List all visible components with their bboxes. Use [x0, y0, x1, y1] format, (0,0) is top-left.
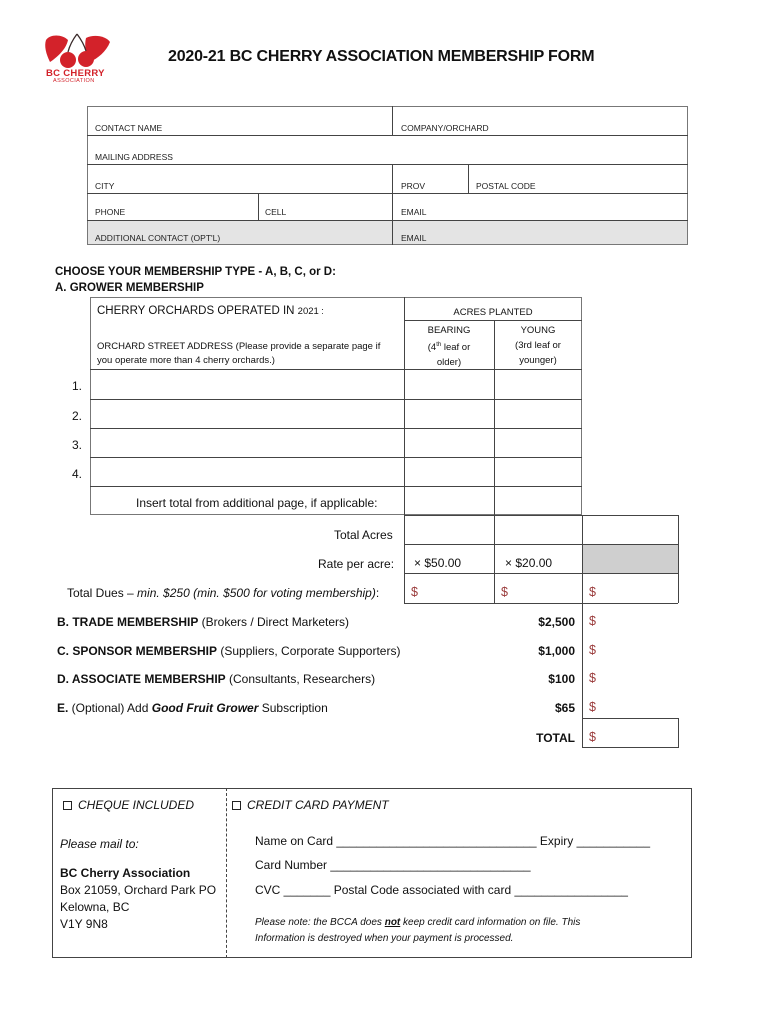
associate-membership-label: D. ASSOCIATE MEMBERSHIP (Consultants, Researchers) — [57, 672, 376, 686]
dues-young-field[interactable]: $ — [501, 585, 508, 599]
sponsor-dues-field[interactable]: $ — [589, 643, 596, 657]
sponsor-membership-label: C. SPONSOR MEMBERSHIP (Suppliers, Corporate Supporters) — [57, 644, 401, 658]
rate-young: × $20.00 — [505, 556, 553, 570]
divider — [90, 369, 582, 370]
shaded-cell — [583, 544, 678, 573]
subscription-dues-field[interactable]: $ — [589, 700, 596, 714]
row-number: 1. — [72, 379, 83, 393]
divider — [87, 164, 688, 165]
city-field[interactable]: CITY — [95, 181, 115, 191]
divider — [404, 515, 405, 603]
divider — [582, 718, 678, 719]
total-field[interactable]: $ — [589, 730, 596, 744]
orchards-operated-label: CHERRY ORCHARDS OPERATED IN 2021 : — [97, 305, 324, 317]
credit-card-checkbox[interactable] — [232, 801, 241, 810]
divider — [404, 603, 678, 604]
note-line-2: Information is destroyed when your payment is processed. — [255, 933, 514, 944]
subscription-label: E. (Optional) Add Good Fruit Grower Subscription — [57, 701, 328, 715]
name-on-card-field[interactable]: Name on Card ______________________________ Expiry ___________ — [255, 834, 651, 848]
additional-contact-field[interactable]: ADDITIONAL CONTACT (OPT'L) — [95, 233, 221, 243]
mailing-address-field[interactable]: MAILING ADDRESS — [95, 152, 173, 162]
trade-membership-label: B. TRADE MEMBERSHIP (Brokers / Direct Marketers) — [57, 615, 350, 629]
dues-total-field[interactable]: $ — [589, 585, 596, 599]
rate-per-acre-label: Rate per acre: — [318, 557, 395, 571]
insert-total-label: Insert total from additional page, if applicable: — [136, 496, 378, 510]
divider — [87, 220, 688, 221]
email-field[interactable]: EMAIL — [401, 207, 427, 217]
orchard-address-label: ORCHARD STREET ADDRESS (Please provide a separate page if you operate more than 4 cherry orchards.) — [97, 341, 381, 366]
prov-field[interactable]: PROV — [401, 181, 426, 191]
credit-card-option[interactable]: CREDIT CARD PAYMENT — [232, 798, 389, 812]
divider — [468, 164, 469, 194]
postal-code-field[interactable]: POSTAL CODE — [476, 181, 536, 191]
trade-dues-field[interactable]: $ — [589, 614, 596, 628]
divider — [90, 486, 582, 487]
org-name: BC Cherry Association — [60, 866, 191, 880]
divider — [494, 515, 495, 603]
divider — [678, 515, 679, 603]
young-header: YOUNG (3rd leaf or younger) — [515, 325, 561, 366]
row-number: 4. — [72, 467, 83, 481]
subscription-price: $65 — [554, 701, 575, 715]
total-label: TOTAL — [536, 731, 575, 745]
divider — [392, 106, 393, 136]
acres-planted-header: ACRES PLANTED — [453, 307, 533, 318]
card-number-field[interactable]: Card Number ______________________________ — [255, 858, 531, 872]
year-field[interactable]: 2021 — [297, 306, 319, 317]
divider — [404, 573, 678, 574]
cheque-checkbox[interactable] — [63, 801, 72, 810]
divider — [90, 399, 582, 400]
phone-field[interactable]: PHONE — [95, 207, 126, 217]
divider — [258, 193, 259, 221]
divider — [90, 428, 582, 429]
cherry-logo-icon — [40, 32, 116, 70]
grower-membership-heading: A. GROWER MEMBERSHIP — [55, 282, 204, 294]
company-field[interactable]: COMPANY/ORCHARD — [401, 123, 489, 133]
sponsor-price: $1,000 — [538, 644, 575, 658]
logo-sub: ASSOCIATION — [53, 78, 95, 84]
total-acres-label: Total Acres — [334, 528, 393, 542]
divider — [87, 193, 688, 194]
logo — [40, 32, 116, 84]
cvc-postal-field[interactable]: CVC _______ Postal Code associated with card _________________ — [255, 883, 628, 897]
divider — [404, 544, 678, 545]
dues-bearing-field[interactable]: $ — [411, 585, 418, 599]
page-title: 2020-21 BC CHERRY ASSOCIATION MEMBERSHIP FORM — [168, 48, 595, 65]
divider — [582, 515, 583, 603]
address-line-3: V1Y 9N8 — [60, 917, 108, 931]
cheque-option[interactable]: CHEQUE INCLUDED — [63, 798, 194, 812]
cell-field[interactable]: CELL — [265, 207, 287, 217]
associate-dues-field[interactable]: $ — [589, 671, 596, 685]
address-line-1: Box 21059, Orchard Park PO — [60, 883, 217, 897]
payment-divider — [226, 788, 227, 958]
divider — [90, 457, 582, 458]
choose-membership-heading: CHOOSE YOUR MEMBERSHIP TYPE - A, B, C, or D: — [55, 266, 336, 278]
associate-price: $100 — [548, 672, 575, 686]
divider — [678, 718, 679, 748]
address-line-2: Kelowna, BC — [60, 900, 130, 914]
divider — [404, 515, 678, 516]
divider — [392, 164, 393, 245]
divider — [87, 135, 688, 136]
mail-to-label: Please mail to: — [60, 837, 139, 851]
divider — [582, 603, 583, 748]
row-number: 2. — [72, 409, 83, 423]
trade-price: $2,500 — [538, 615, 575, 629]
contact-name-field[interactable]: CONTACT NAME — [95, 123, 163, 133]
bearing-header: BEARING (4th leaf or older) — [427, 325, 471, 369]
divider — [404, 320, 582, 321]
total-dues-label: Total Dues – min. $250 (min. $500 for voting membership): — [67, 586, 380, 600]
divider — [582, 747, 678, 748]
rate-bearing: × $50.00 — [414, 556, 462, 570]
logo-name: BC CHERRY — [46, 68, 105, 79]
email2-field[interactable]: EMAIL — [401, 233, 427, 243]
note-line-1: Please note: the BCCA does not keep credit card information on file. This — [255, 917, 581, 928]
row-number: 3. — [72, 438, 83, 452]
